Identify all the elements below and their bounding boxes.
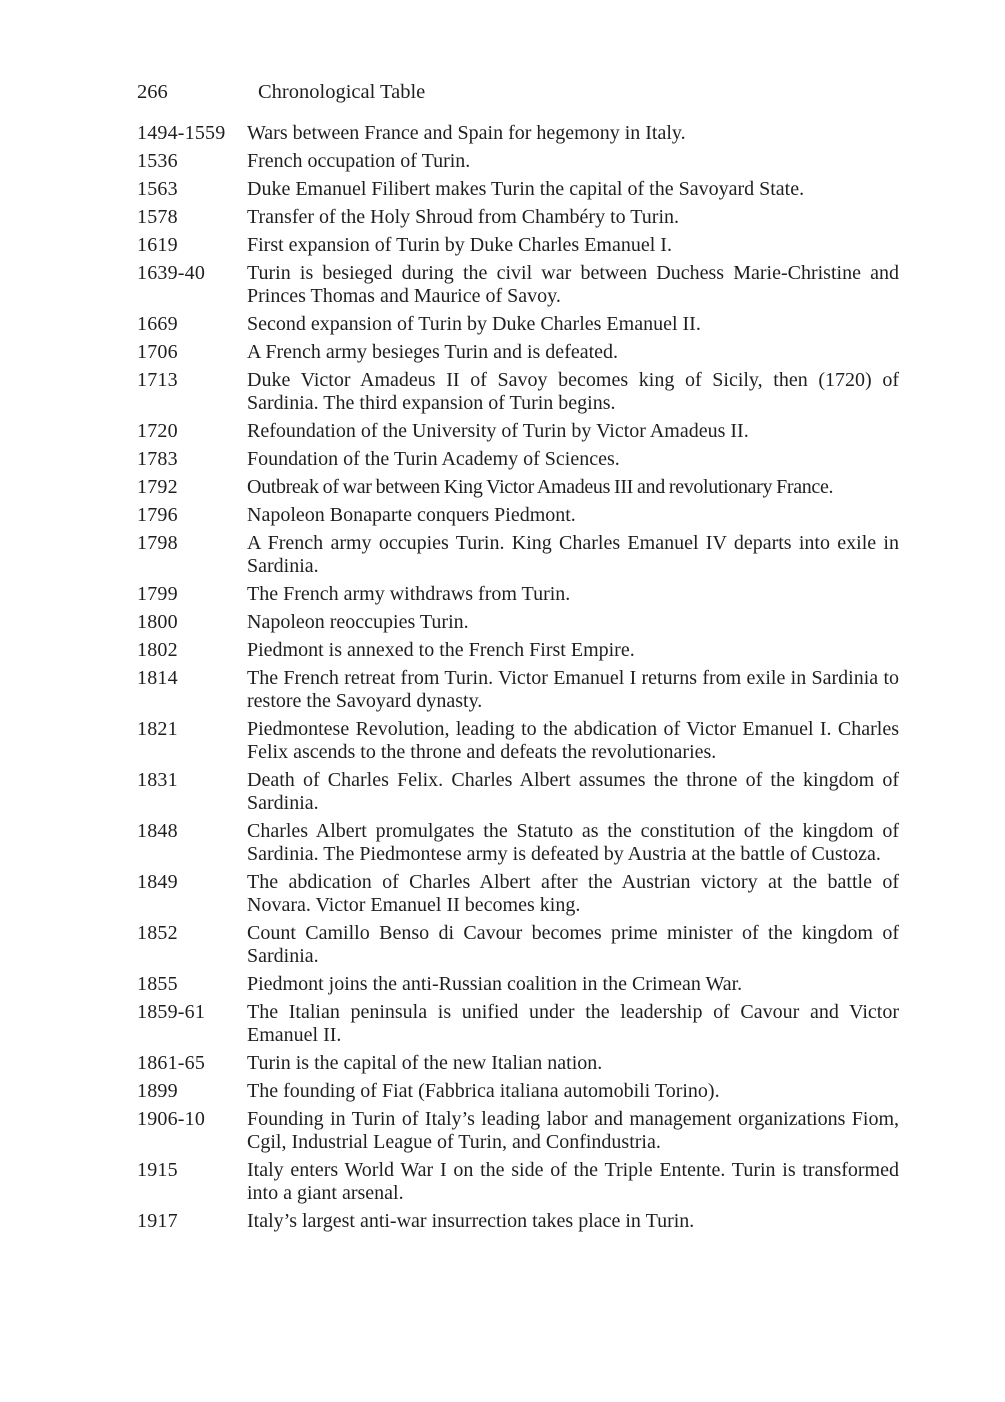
entry-text: Italy’s largest anti-war insurrection takes place in Turin. [247, 1210, 695, 1232]
entry-year: 1563 [137, 178, 178, 200]
chronology-entry [137, 1080, 899, 1103]
entry-year: 1855 [137, 973, 178, 995]
entry-text: The French army withdraws from Turin. [247, 583, 571, 605]
chronology-entry [137, 234, 899, 257]
entry-year: 1800 [137, 611, 178, 633]
entry-text: A French army occupies Turin. King Charles Emanuel IV departs into exile in Sardinia. [247, 532, 899, 577]
entry-year: 1861-65 [137, 1052, 206, 1074]
entry-text: The founding of Fiat (Fabbrica italiana automobili Torino). [247, 1080, 720, 1102]
entry-text: Napoleon reoccupies Turin. [247, 611, 469, 633]
entry-year: 1915 [137, 1159, 178, 1181]
entry-year: 1917 [137, 1210, 178, 1232]
chronology-entry [137, 313, 899, 336]
chronology-entry [137, 448, 899, 471]
entry-year: 1849 [137, 871, 178, 893]
entry-text: Foundation of the Turin Academy of Sciences. [247, 448, 620, 470]
entry-text: Piedmont is annexed to the French First Empire. [247, 639, 635, 661]
entry-text: Italy enters World War I on the side of the Triple Entente. Turin is transformed into a giant arsenal. [247, 1159, 899, 1204]
entry-year: 1713 [137, 369, 178, 391]
entry-text: Charles Albert promulgates the Statuto as the constitution of the kingdom of Sardinia. The Piedmontese army is defeated by Austria at the battle of Custoza. [247, 820, 899, 865]
entry-text: Turin is besieged during the civil war between Duchess Marie-Christine and Princes Thomas and Maurice of Savoy. [247, 262, 899, 307]
entry-text: A French army besieges Turin and is defeated. [247, 341, 619, 363]
chronology-entry [137, 820, 899, 866]
entry-text: Count Camillo Benso di Cavour becomes prime minister of the kingdom of Sardinia. [247, 922, 899, 967]
chronology-entry [137, 1159, 899, 1205]
chronology-entry [137, 504, 899, 527]
chronology-entry [137, 206, 899, 229]
chronology-entry [137, 122, 899, 145]
entry-year: 1802 [137, 639, 178, 661]
entry-year: 1899 [137, 1080, 178, 1102]
entry-year: 1814 [137, 667, 178, 689]
entry-year: 1619 [137, 234, 178, 256]
entry-year: 1494-1559 [137, 122, 226, 144]
chronology-entry [137, 922, 899, 968]
entry-year: 1831 [137, 769, 178, 791]
entry-year: 1783 [137, 448, 178, 470]
entry-text: French occupation of Turin. [247, 150, 471, 172]
entry-year: 1639-40 [137, 262, 206, 284]
entry-year: 1669 [137, 313, 178, 335]
chronology-entry [137, 420, 899, 443]
chronology-entry [137, 667, 899, 713]
entry-year: 1799 [137, 583, 178, 605]
entry-text: Piedmont joins the anti-Russian coalition in the Crimean War. [247, 973, 743, 995]
entry-text: Duke Emanuel Filibert makes Turin the capital of the Savoyard State. [247, 178, 805, 200]
entry-year: 1852 [137, 922, 178, 944]
entry-text: Refoundation of the University of Turin by Victor Amadeus II. [247, 420, 749, 442]
chronology-entry [137, 611, 899, 634]
running-head [137, 78, 899, 106]
entry-year: 1821 [137, 718, 178, 740]
chronology-entry [137, 973, 899, 996]
entry-year: 1906-10 [137, 1108, 206, 1130]
chronology-entry [137, 1108, 899, 1154]
chronology-entry [137, 583, 899, 606]
entry-year: 1792 [137, 476, 178, 498]
book-page [137, 78, 899, 1238]
entry-text: Outbreak of war between King Victor Amadeus III and revolutionary France. [247, 476, 834, 498]
chronology-entry [137, 769, 899, 815]
chronology-entry [137, 718, 899, 764]
entry-text: Second expansion of Turin by Duke Charles Emanuel II. [247, 313, 701, 335]
entry-year: 1796 [137, 504, 178, 526]
entry-text: Transfer of the Holy Shroud from Chambéry to Turin. [247, 206, 680, 228]
entry-text: First expansion of Turin by Duke Charles Emanuel I. [247, 234, 672, 256]
running-title: Chronological Table [258, 81, 426, 103]
entry-year: 1578 [137, 206, 178, 228]
entry-text: Death of Charles Felix. Charles Albert assumes the throne of the kingdom of Sardinia. [247, 769, 899, 814]
page-number: 266 [137, 81, 168, 103]
entry-year: 1720 [137, 420, 178, 442]
chronology-entry [137, 1210, 899, 1233]
chronology-entry [137, 262, 899, 308]
entry-text: Duke Victor Amadeus II of Savoy becomes king of Sicily, then (1720) of Sardinia. The third expansion of Turin begins. [247, 369, 899, 414]
chronology-entry [137, 1001, 899, 1047]
entry-year: 1848 [137, 820, 178, 842]
entry-text: The French retreat from Turin. Victor Emanuel I returns from exile in Sardinia to restore the Savoyard dynasty. [247, 667, 899, 712]
entry-text: Turin is the capital of the new Italian nation. [247, 1052, 603, 1074]
entry-text: Piedmontese Revolution, leading to the abdication of Victor Emanuel I. Charles Felix ascends to the throne and defeats the revolutionaries. [247, 718, 899, 763]
entry-text: The abdication of Charles Albert after the Austrian victory at the battle of Novara. Victor Emanuel II becomes king. [247, 871, 899, 916]
entry-text: Napoleon Bonaparte conquers Piedmont. [247, 504, 576, 526]
chronology-entry [137, 639, 899, 662]
entry-year: 1706 [137, 341, 178, 363]
entry-year: 1798 [137, 532, 178, 554]
chronology-entry [137, 341, 899, 364]
chronology-entry [137, 1052, 899, 1075]
entry-year: 1536 [137, 150, 178, 172]
chronology-entry [137, 178, 899, 201]
chronology-entry [137, 369, 899, 415]
chronology-entry [137, 532, 899, 578]
chronology-entry [137, 476, 899, 499]
chronology-entry [137, 871, 899, 917]
entry-text: Founding in Turin of Italy’s leading labor and management organizations Fiom, Cgil, Industrial League of Turin, and Confindustria. [247, 1108, 899, 1153]
entry-text: Wars between France and Spain for hegemony in Italy. [247, 122, 686, 144]
chronology-list [137, 122, 899, 1233]
entry-text: The Italian peninsula is unified under the leadership of Cavour and Victor Emanuel II. [247, 1001, 899, 1046]
chronology-entry [137, 150, 899, 173]
entry-year: 1859-61 [137, 1001, 206, 1023]
